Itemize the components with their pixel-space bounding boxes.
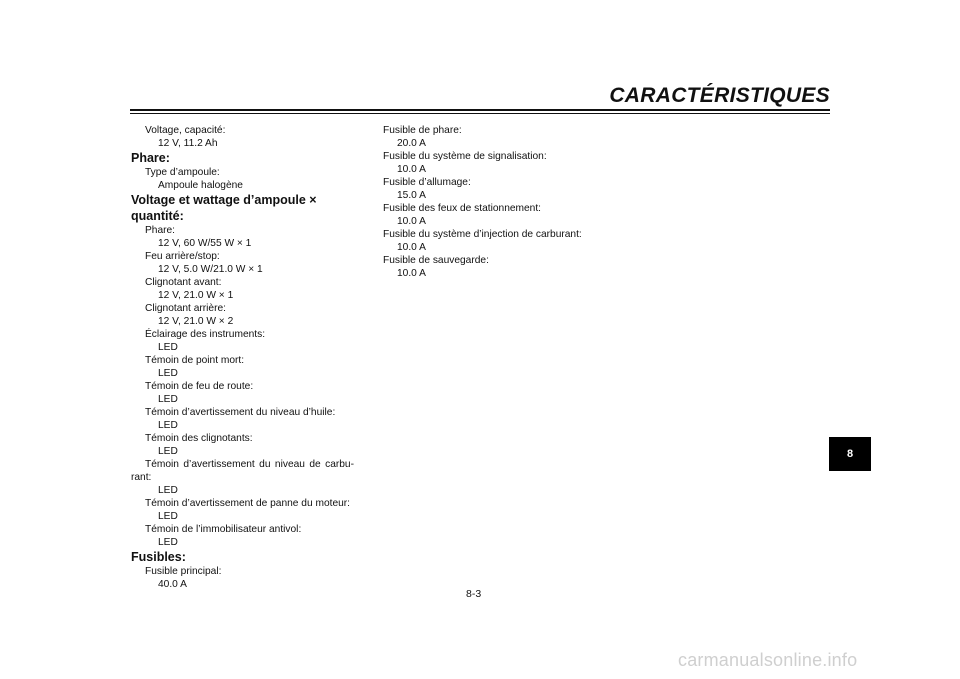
spec-value: LED (158, 394, 178, 405)
page-title: CARACTÉRISTIQUES (609, 84, 830, 107)
spec-value: LED (158, 511, 178, 522)
spec-label: Témoin d’avertissement de panne du moteur: (145, 498, 350, 509)
spec-label: Fusible du système de signalisation: (383, 151, 547, 162)
spec-label: Témoin de feu de route: (145, 381, 254, 392)
header-rule-thin (130, 113, 830, 114)
spec-value: 12 V, 5.0 W/21.0 W × 1 (158, 264, 263, 275)
spec-value: 40.0 A (158, 579, 187, 590)
spec-label: Fusible du système d’injection de carburant: (383, 229, 582, 240)
chapter-tab[interactable] (829, 437, 871, 471)
spec-label: Témoin d’avertissement du niveau de carbu- (145, 459, 354, 470)
spec-label: Fusible de sauvegarde: (383, 255, 489, 266)
spec-value: 12 V, 21.0 W × 2 (158, 316, 234, 327)
watermark: carmanualsonline.info (678, 650, 858, 670)
spec-label: Fusible de phare: (383, 125, 462, 136)
spec-value: 12 V, 21.0 W × 1 (158, 290, 234, 301)
spec-value: 10.0 A (397, 242, 426, 253)
spec-label: Témoin d’avertissement du niveau d’huile: (145, 407, 336, 418)
spec-label: Clignotant avant: (145, 277, 222, 288)
spec-value: LED (158, 537, 178, 548)
header-rule-thick (130, 109, 830, 111)
spec-label: Fusible des feux de stationnement: (383, 203, 542, 214)
spec-label: Fusible principal: (145, 566, 222, 577)
spec-column-right (383, 124, 643, 280)
spec-value: LED (158, 446, 178, 457)
spec-label-continuation: rant: (131, 472, 152, 483)
spec-value: 10.0 A (397, 216, 426, 227)
spec-value: 10.0 A (397, 164, 426, 175)
spec-label: Feu arrière/stop: (145, 251, 220, 262)
spec-value: 15.0 A (397, 190, 426, 201)
section-heading: Phare: (131, 151, 170, 165)
spec-value: LED (158, 420, 178, 431)
spec-value: 12 V, 60 W/55 W × 1 (158, 238, 252, 249)
spec-value: 20.0 A (397, 138, 426, 149)
spec-value: LED (158, 342, 178, 353)
spec-label: Clignotant arrière: (145, 303, 226, 314)
page-number: 8-3 (466, 588, 482, 600)
spec-label: Éclairage des instruments: (145, 329, 266, 340)
section-heading: Voltage et wattage d’ampoule × quantité: (131, 193, 317, 223)
spec-value: 10.0 A (397, 268, 426, 279)
spec-column-left (131, 124, 361, 591)
spec-value: 12 V, 11.2 Ah (158, 138, 218, 149)
spec-label: Témoin de point mort: (145, 355, 245, 366)
spec-label: Voltage, capacité: (145, 125, 226, 136)
spec-value: LED (158, 485, 178, 496)
chapter-tab-label: 8 (846, 448, 854, 460)
section-heading: Fusibles: (131, 550, 186, 564)
spec-label: Témoin de l’immobilisateur antivol: (145, 524, 302, 535)
spec-label: Type d’ampoule: (145, 167, 220, 178)
spec-value: LED (158, 368, 178, 379)
spec-label: Fusible d’allumage: (383, 177, 471, 188)
spec-value: Ampoule halogène (158, 180, 243, 191)
spec-label: Phare: (145, 225, 176, 236)
spec-label: Témoin des clignotants: (145, 433, 253, 444)
